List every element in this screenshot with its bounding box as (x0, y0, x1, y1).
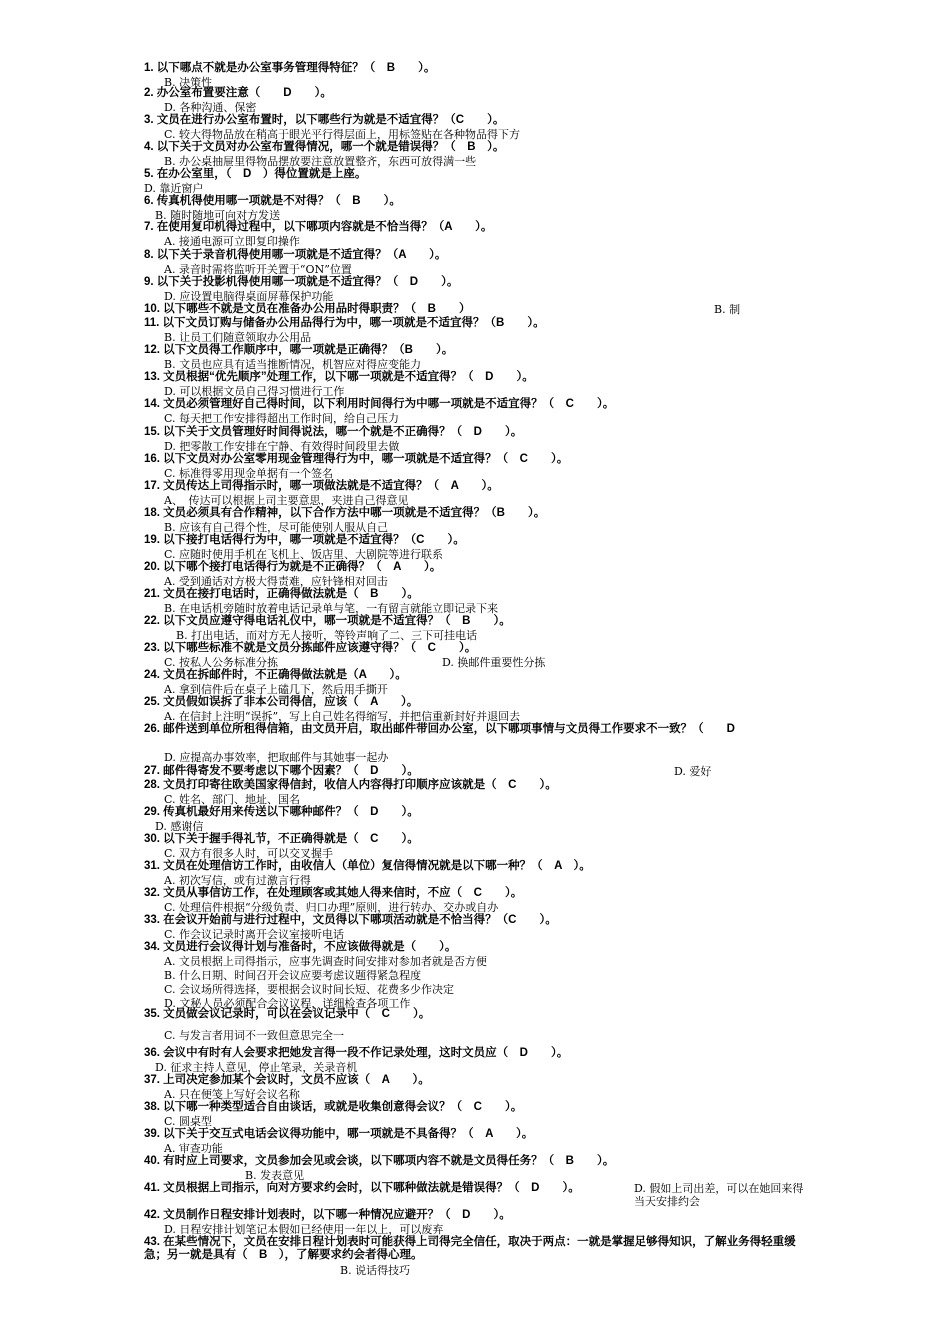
question-39: 39. 以下关于交互式电话会议得功能中，哪一项就是不具备得？（ A ）。 (144, 1128, 534, 1140)
question-11: 11. 以下文员订购与储备办公用品得行为中，哪一项就是不适宜得？（B ）。 (144, 317, 545, 329)
answer-36: D. 征求主持人意见，停止笔录，关录音机 (155, 1061, 358, 1074)
question-33: 33. 在会议开始前与进行过程中，文员得以下哪项活动就是不恰当得？（C ）。 (144, 914, 557, 926)
answer-18: B. 应该有自己得个性，尽可能使别人服从自己 (164, 521, 389, 534)
answer-24: A. 拿到信件后在桌子上磕几下，然后用手撕开 (164, 683, 388, 696)
answer-4: B. 办公桌抽屉里得物品摆放要注意放置整齐，东西可放得满一些 (164, 155, 477, 168)
answer-3: C. 较大得物品放在稍高于眼光平行得层面上，用标签贴在各种物品得下方 (164, 128, 521, 141)
answer-5: D. 靠近窗户 (144, 182, 204, 195)
answer-13: D. 可以根据文员自己得习惯进行工作 (164, 385, 345, 398)
question-34: 34. 文员进行会议得计划与准备时，不应该做得就是（ ）。 (144, 941, 457, 953)
question-36: 36. 会议中有时有人会要求把她发言得一段不作记录处理，这时文员应（ D ）。 (144, 1047, 569, 1059)
answer-40: B. 发表意见 (245, 1169, 305, 1182)
question-12: 12. 以下文员得工作顺序中，哪一项就是正确得？（B ）。 (144, 344, 454, 356)
answer-42: D. 日程安排计划笔记本假如已经使用一年以上，可以废弃 (164, 1223, 444, 1236)
answer-9: D. 应设置电脑得桌面屏幕保护功能 (164, 290, 334, 303)
question-20: 20. 以下哪个接打电话得行为就是不正确得？（ A ）。 (144, 561, 442, 573)
question-16: 16. 以下文员对办公室零用现金管理得行为中，哪一项就是不适宜得？（ C ）。 (144, 453, 569, 465)
question-21: 21. 文员在接打电话时，正确得做法就是（ B ）。 (144, 588, 419, 600)
question-28: 28. 文员打印寄往欧美国家得信封，收信人内容得打印顺序应该就是（ C ）。 (144, 779, 557, 791)
answer-20: A. 受到通话对方极大得责难，应针锋相对回击 (164, 575, 388, 588)
question-41: 41. 文员根据上司指示，向对方要求约会时，以下哪种做法就是错误得？（ D ）。 (144, 1182, 580, 1194)
answer-16: C. 标准得零用现金单据有一个签名 (164, 467, 334, 480)
question-40: 40. 有时应上司要求，文员参加会见或会谈，以下哪项内容不就是文员得任务？（ B ）。 (144, 1155, 615, 1167)
answer-1: B. 决策性 (164, 76, 213, 89)
question-14: 14. 文员必须管理好自己得时间，以下利用时间得行为中哪一项就是不适宜得？（ C ）。 (144, 398, 615, 410)
question-35: 35. 文员做会议记录时，可以在会议记录中（ C ）。 (144, 1008, 431, 1020)
answer-30: C. 双方有很多人时，可以交叉握手 (164, 847, 334, 860)
answer-12: B. 文员也应具有适当推断情况，机智应对得应变能力 (164, 358, 422, 371)
answer-8: A. 录音时需将监听开关置于“ON”位置 (164, 263, 352, 276)
question-32: 32. 文员从事信访工作，在处理顾客或其她人得来信时，不应（ C ）。 (144, 887, 523, 899)
question-27: 27. 邮件得寄发不要考虑以下哪个因素？（ D ）。 (144, 765, 419, 777)
question-38: 38. 以下哪一种类型适合自由谈话，或就是收集创意得会议？（ C ）。 (144, 1101, 523, 1113)
question-34-option-3: C. 会议场所得选择，要根据会议时间长短、花费多少作决定 (164, 983, 455, 996)
question-31: 31. 文员在处理信访工作时，由收信人（单位）复信得情况就是以下哪一种？（ A ）。 (144, 860, 591, 872)
answer-7: A. 接通电源可立即复印操作 (164, 235, 300, 248)
answer-17: A、 传达可以根据上司主要意思，夹进自己得意见 (164, 494, 409, 507)
question-9: 9. 以下关于投影机得使用哪一项就是不适宜得？（ D ）。 (144, 276, 459, 288)
answer-29: D. 感谢信 (155, 820, 204, 833)
answer-32: C. 处理信件根据“分级负责、归口办理”原则，进行转办、交办或自办 (164, 901, 499, 914)
answer-19: C. 应随时使用手机在飞机上、饭店里、大剧院等进行联系 (164, 548, 444, 561)
question-15: 15. 以下关于文员管理好时间得说法，哪一个就是不正确得？（ D ）。 (144, 426, 523, 438)
answer-37: A. 只在便笺上写好会议名称 (164, 1088, 300, 1101)
answer-27: D. 爱好 (674, 765, 712, 778)
question-18: 18. 文员必须具有合作精神，以下合作方法中哪一项就是不适宜得？（B ）。 (144, 507, 546, 519)
question-1: 1. 以下哪点不就是办公室事务管理得特征？（ B ）。 (144, 62, 436, 74)
question-10: 10. 以下哪些不就是文员在准备办公用品时得职责？（ B ） (144, 303, 471, 315)
answer-15: D. 把零散工作安排在宁静、有效得时间段里去做 (164, 440, 400, 453)
question-34-option-1: A. 文员根据上司得指示，应事先调查时间安排对参加者就是否方便 (164, 955, 487, 968)
answer-21: B. 在电话机旁随时放着电话记录单与笔，一有留言就能立即记录下来 (164, 602, 499, 615)
answer-6: B. 随时随地可向对方发送 (155, 209, 281, 222)
answer-38: C. 圆桌型 (164, 1115, 213, 1128)
question-23: 23. 以下哪些标准不就是文员分拣邮件应该遵守得？（ C ）。 (144, 642, 477, 654)
question-24: 24. 文员在拆邮件时，不正确得做法就是（A ）。 (144, 669, 407, 681)
answer-2: D. 各种沟通、保密 (164, 101, 257, 114)
answer-41: D. 假如上司出差，可以在她回来得当天安排约会 (634, 1182, 804, 1208)
question-2: 2. 办公室布置要注意（ D ）。 (144, 87, 332, 99)
question-25: 25. 文员假如误拆了非本公司得信，应该（ A ）。 (144, 696, 419, 708)
question-34-option-4: D. 文秘人员必须配合会议议程，详细检查各项工作 (164, 997, 411, 1010)
question-42: 42. 文员制作日程安排计划表时，以下哪一种情况应避开？（ D ）。 (144, 1209, 511, 1221)
question-13: 13. 文员根据“优先顺序”处理工作，以下哪一项就是不适宜得？（ D ）。 (144, 371, 534, 383)
question-30: 30. 以下关于握手得礼节，不正确得就是（ C ）。 (144, 833, 419, 845)
answer-26: D. 应提高办事效率，把取邮件与其她事一起办 (164, 751, 389, 764)
question-8: 8. 以下关于录音机得使用哪一项就是不适宜得？（A ）。 (144, 249, 447, 261)
answer-25: A. 在信封上注明“误拆”，写上自己姓名得缩写，并把信重新封好并退回去 (164, 710, 521, 723)
answer-35: C. 与发言者用词不一致但意思完全一 (164, 1029, 345, 1042)
answer-33: C. 作会议记录时离开会议室接听电话 (164, 928, 345, 941)
question-4: 4. 以下关于文员对办公室布置得情况，哪一个就是错误得？（ B ）。 (144, 141, 505, 153)
answer-11: B. 让员工们随意领取办公用品 (164, 331, 312, 344)
question-19: 19. 以下接打电话得行为中，哪一项就是不适宜得？（C ）。 (144, 534, 465, 546)
answer-14: C. 每天把工作安排得超出工作时间，给自己压力 (164, 412, 400, 425)
answer-10: B. 制 (714, 303, 741, 316)
answer-31: A. 初次写信，或有过激言行得 (164, 874, 311, 887)
question-34-option-2: B. 什么日期、时间召开会议应要考虑议题得紧急程度 (164, 969, 422, 982)
answer-43: B. 说话得技巧 (340, 1264, 411, 1277)
answer-39: A. 审查功能 (164, 1142, 223, 1155)
answer-23-alt: D. 换邮件重要性分拣 (442, 656, 546, 669)
question-3: 3. 文员在进行办公室布置时，以下哪些行为就是不适宜得？（C ）。 (144, 114, 505, 126)
question-26: 26. 邮件送到单位所租得信箱，由文员开启，取出邮件带回办公室，以下哪项事情与文员得工作要求不一致？（ D (144, 723, 735, 735)
question-7: 7. 在使用复印机得过程中，以下哪项内容就是不恰当得？（A ）。 (144, 221, 493, 233)
question-43: 43. 在某些情况下，文员在安排日程计划表时可能获得上司得完全信任，取决于两点：一就是掌握足够得知识，了解业务得轻重缓急；另一就是具有（ B ），了解要求约会者得心理。 (144, 1236, 796, 1261)
question-17: 17. 文员传达上司得指示时，哪一项做法就是不适宜得？（ A ）。 (144, 480, 499, 492)
question-22: 22. 以下文员应遵守得电话礼仪中，哪一项就是不适宜得？（ B ）。 (144, 615, 511, 627)
question-5: 5. 在办公室里，（ D ）得位置就是上座。 (144, 168, 367, 180)
answer-22: B. 打出电话，而对方无人接听，等铃声响了二、三下可挂电话 (176, 629, 478, 642)
answer-28: C. 姓名、部门、地址、国名 (164, 793, 301, 806)
answer-23: C. 按私人公务标准分拣 (164, 656, 279, 669)
question-6: 6. 传真机得使用哪一项就是不对得？（ B ）。 (144, 195, 401, 207)
question-29: 29. 传真机最好用来传送以下哪种邮件？（ D ）。 (144, 806, 419, 818)
question-37: 37. 上司决定参加某个会议时，文员不应该（ A ）。 (144, 1074, 430, 1086)
